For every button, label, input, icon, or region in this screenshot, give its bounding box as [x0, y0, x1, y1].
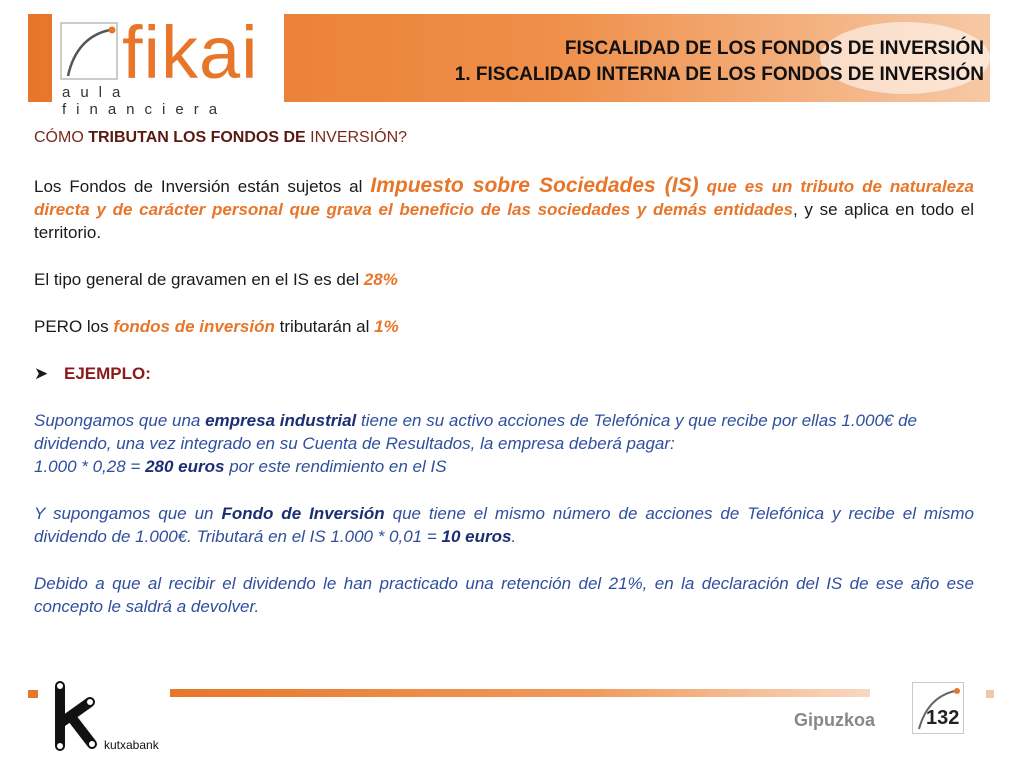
fikai-logo — [48, 11, 284, 118]
logo-word: fikai — [122, 11, 259, 94]
region-label: Gipuzkoa — [794, 710, 876, 730]
section-question: CÓMO TRIBUTAN LOS FONDOS DE INVERSIÓN? — [34, 129, 408, 146]
paragraph-general-rate: El tipo general de gravamen en el IS es del 28% — [34, 270, 398, 289]
logo-swoosh-icon — [60, 22, 118, 80]
example-fund: Y supongamos que un Fondo de Inversión que tiene el mismo número de acciones de Telefónica y recibe el mismo dividendo de 1.000€. Tributará en el IS 1.000 * 0,01 = 10 euros. — [34, 504, 974, 546]
title-line-2: 1. FISCALIDAD INTERNA DE LOS FONDOS DE INVERSIÓN — [454, 64, 984, 85]
kutxabank-k-icon — [52, 680, 102, 752]
title-line-1: FISCALIDAD DE LOS FONDOS DE INVERSIÓN — [564, 38, 984, 59]
paragraph-funds-rate: PERO los fondos de inversión tributarán al 1% — [34, 317, 399, 336]
page-title — [455, 36, 984, 88]
footer-accent — [28, 690, 38, 698]
footer-divider — [170, 689, 870, 697]
page-number: 132 — [926, 707, 960, 729]
footer-accent-right — [986, 690, 994, 698]
kutxabank-label: kutxabank — [104, 738, 159, 752]
example-heading: ➤ EJEMPLO: — [34, 364, 151, 383]
slide-content — [34, 126, 974, 618]
paragraph-is: Los Fondos de Inversión están sujetos al Impuesto sobre Sociedades (IS) que es un tributo de naturaleza directa y de carácter personal que grava el beneficio de las sociedades y demás entidades, y se aplica en todo el territorio. — [34, 174, 974, 242]
arrow-bullet-icon: ➤ — [34, 364, 49, 383]
logo-subtitle: aula financiera — [62, 84, 228, 118]
example-company: Supongamos que una empresa industrial tiene en su activo acciones de Telefónica y que recibe por ellas 1.000€ de dividendo, una vez integrado en su Cuenta de Resultados, la empresa deberá pagar: 1.000 * 0,28 = 280 euros por este rendimiento en el IS — [34, 411, 918, 476]
example-retention: Debido a que al recibir el dividendo le han practicado una retención del 21%, en la declaración del IS de ese año ese concepto le saldrá a devolver. — [34, 574, 974, 616]
